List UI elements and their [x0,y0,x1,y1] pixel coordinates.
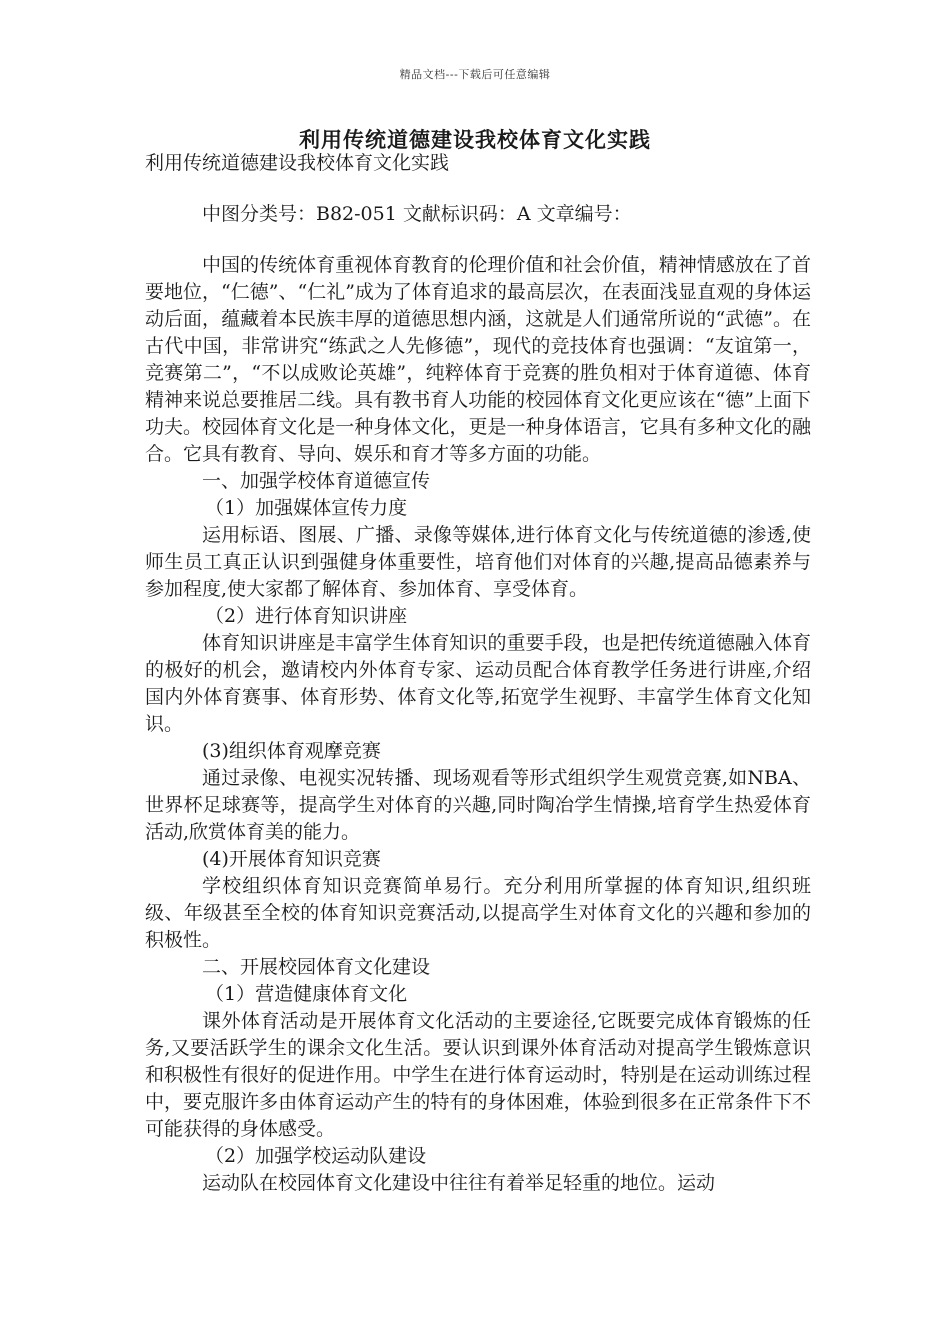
subsection-heading-1-4: (4)开展体育知识竞赛 [202,848,381,870]
subsection-heading-2-2: （2）加强学校运动队建设 [205,1145,427,1167]
paragraph-1-2: 体育知识讲座是丰富学生体育知识的重要手段，也是把传统道德融入体育的极好的机会，邀请校内外体育专家、运动员配合体育教学任务进行讲座,介绍国内外体育赛事、体育形势、体育文化等,拓宽学生视野、丰富学生体育文化知识。 [145,632,811,735]
paragraph-2-2: 运动队在校园体育文化建设中往往有着举足轻重的地位。运动 [202,1172,716,1194]
subsection-heading-1-2: （2）进行体育知识讲座 [205,605,408,627]
document-body [145,150,811,1197]
classification-meta: 中图分类号：B82-051 文献标识码：A 文章编号： [202,203,632,225]
paragraph-1-1: 运用标语、图展、广播、录像等媒体,进行体育文化与传统道德的渗透,使师生员工真正认识到强健身体重要性，培育他们对体育的兴趣,提高品德素养与参加程度,使大家都了解体育、参加体育、享受体育。 [145,524,811,600]
subsection-heading-2-1: （1）营造健康体育文化 [205,983,408,1005]
document-title: 利用传统道德建设我校体育文化实践 [299,127,651,152]
paragraph-2-1: 课外体育活动是开展体育文化活动的主要途径,它既要完成体育锻炼的任务,又要活跃学生的课余文化生活。要认识到课外体育活动对提高学生锻炼意识和积极性有很好的促进作用。中学生在进行体育运动时，特别是在运动训练过程中，要克服许多由体育运动产生的特有的身体困难，体验到很多在正常条件下不可能获得的身体感受。 [145,1010,811,1140]
subsection-heading-1-3: (3)组织体育观摩竞赛 [202,740,381,762]
section-heading-2: 二、开展校园体育文化建设 [202,956,431,978]
section-heading-1: 一、加强学校体育道德宣传 [202,470,431,492]
page-header-note: 精品文档---下载后可任意编辑 [399,68,551,81]
intro-paragraph: 中国的传统体育重视体育教育的伦理价值和社会价值，精神情感放在了首要地位，“仁德”、“仁礼”成为了体育追求的最高层次，在表面浅显直观的身体运动后面，蕴藏着本民族丰厚的道德思想内涵，这就是人们通常所说的“武德”。在古代中国，非常讲究“练武之人先修德”，现代的竞技体育也强调：“友谊第一，竞赛第二”，“不以成败论英雄”，纯粹体育于竞赛的胜负相对于体育道德、体育精神来说总要推居二线。具有教书育人功能的校园体育文化更应该在“德”上面下功夫。校园体育文化是一种身体文化，更是一种身体语言，它具有多种文化的融合。它具有教育、导向、娱乐和育才等多方面的功能。 [145,254,811,465]
paragraph-1-4: 学校组织体育知识竞赛简单易行。充分利用所掌握的体育知识,组织班级、年级甚至全校的体育知识竞赛活动,以提高学生对体育文化的兴趣和参加的积极性。 [145,875,811,951]
paragraph-1-3: 通过录像、电视实况转播、现场观看等形式组织学生观赏竞赛,如NBA、世界杯足球赛等，提高学生对体育的兴趣,同时陶冶学生情操,培育学生热爱体育活动,欣赏体育美的能力。 [145,767,811,843]
document-subtitle: 利用传统道德建设我校体育文化实践 [145,152,450,174]
subsection-heading-1-1: （1）加强媒体宣传力度 [205,497,408,519]
